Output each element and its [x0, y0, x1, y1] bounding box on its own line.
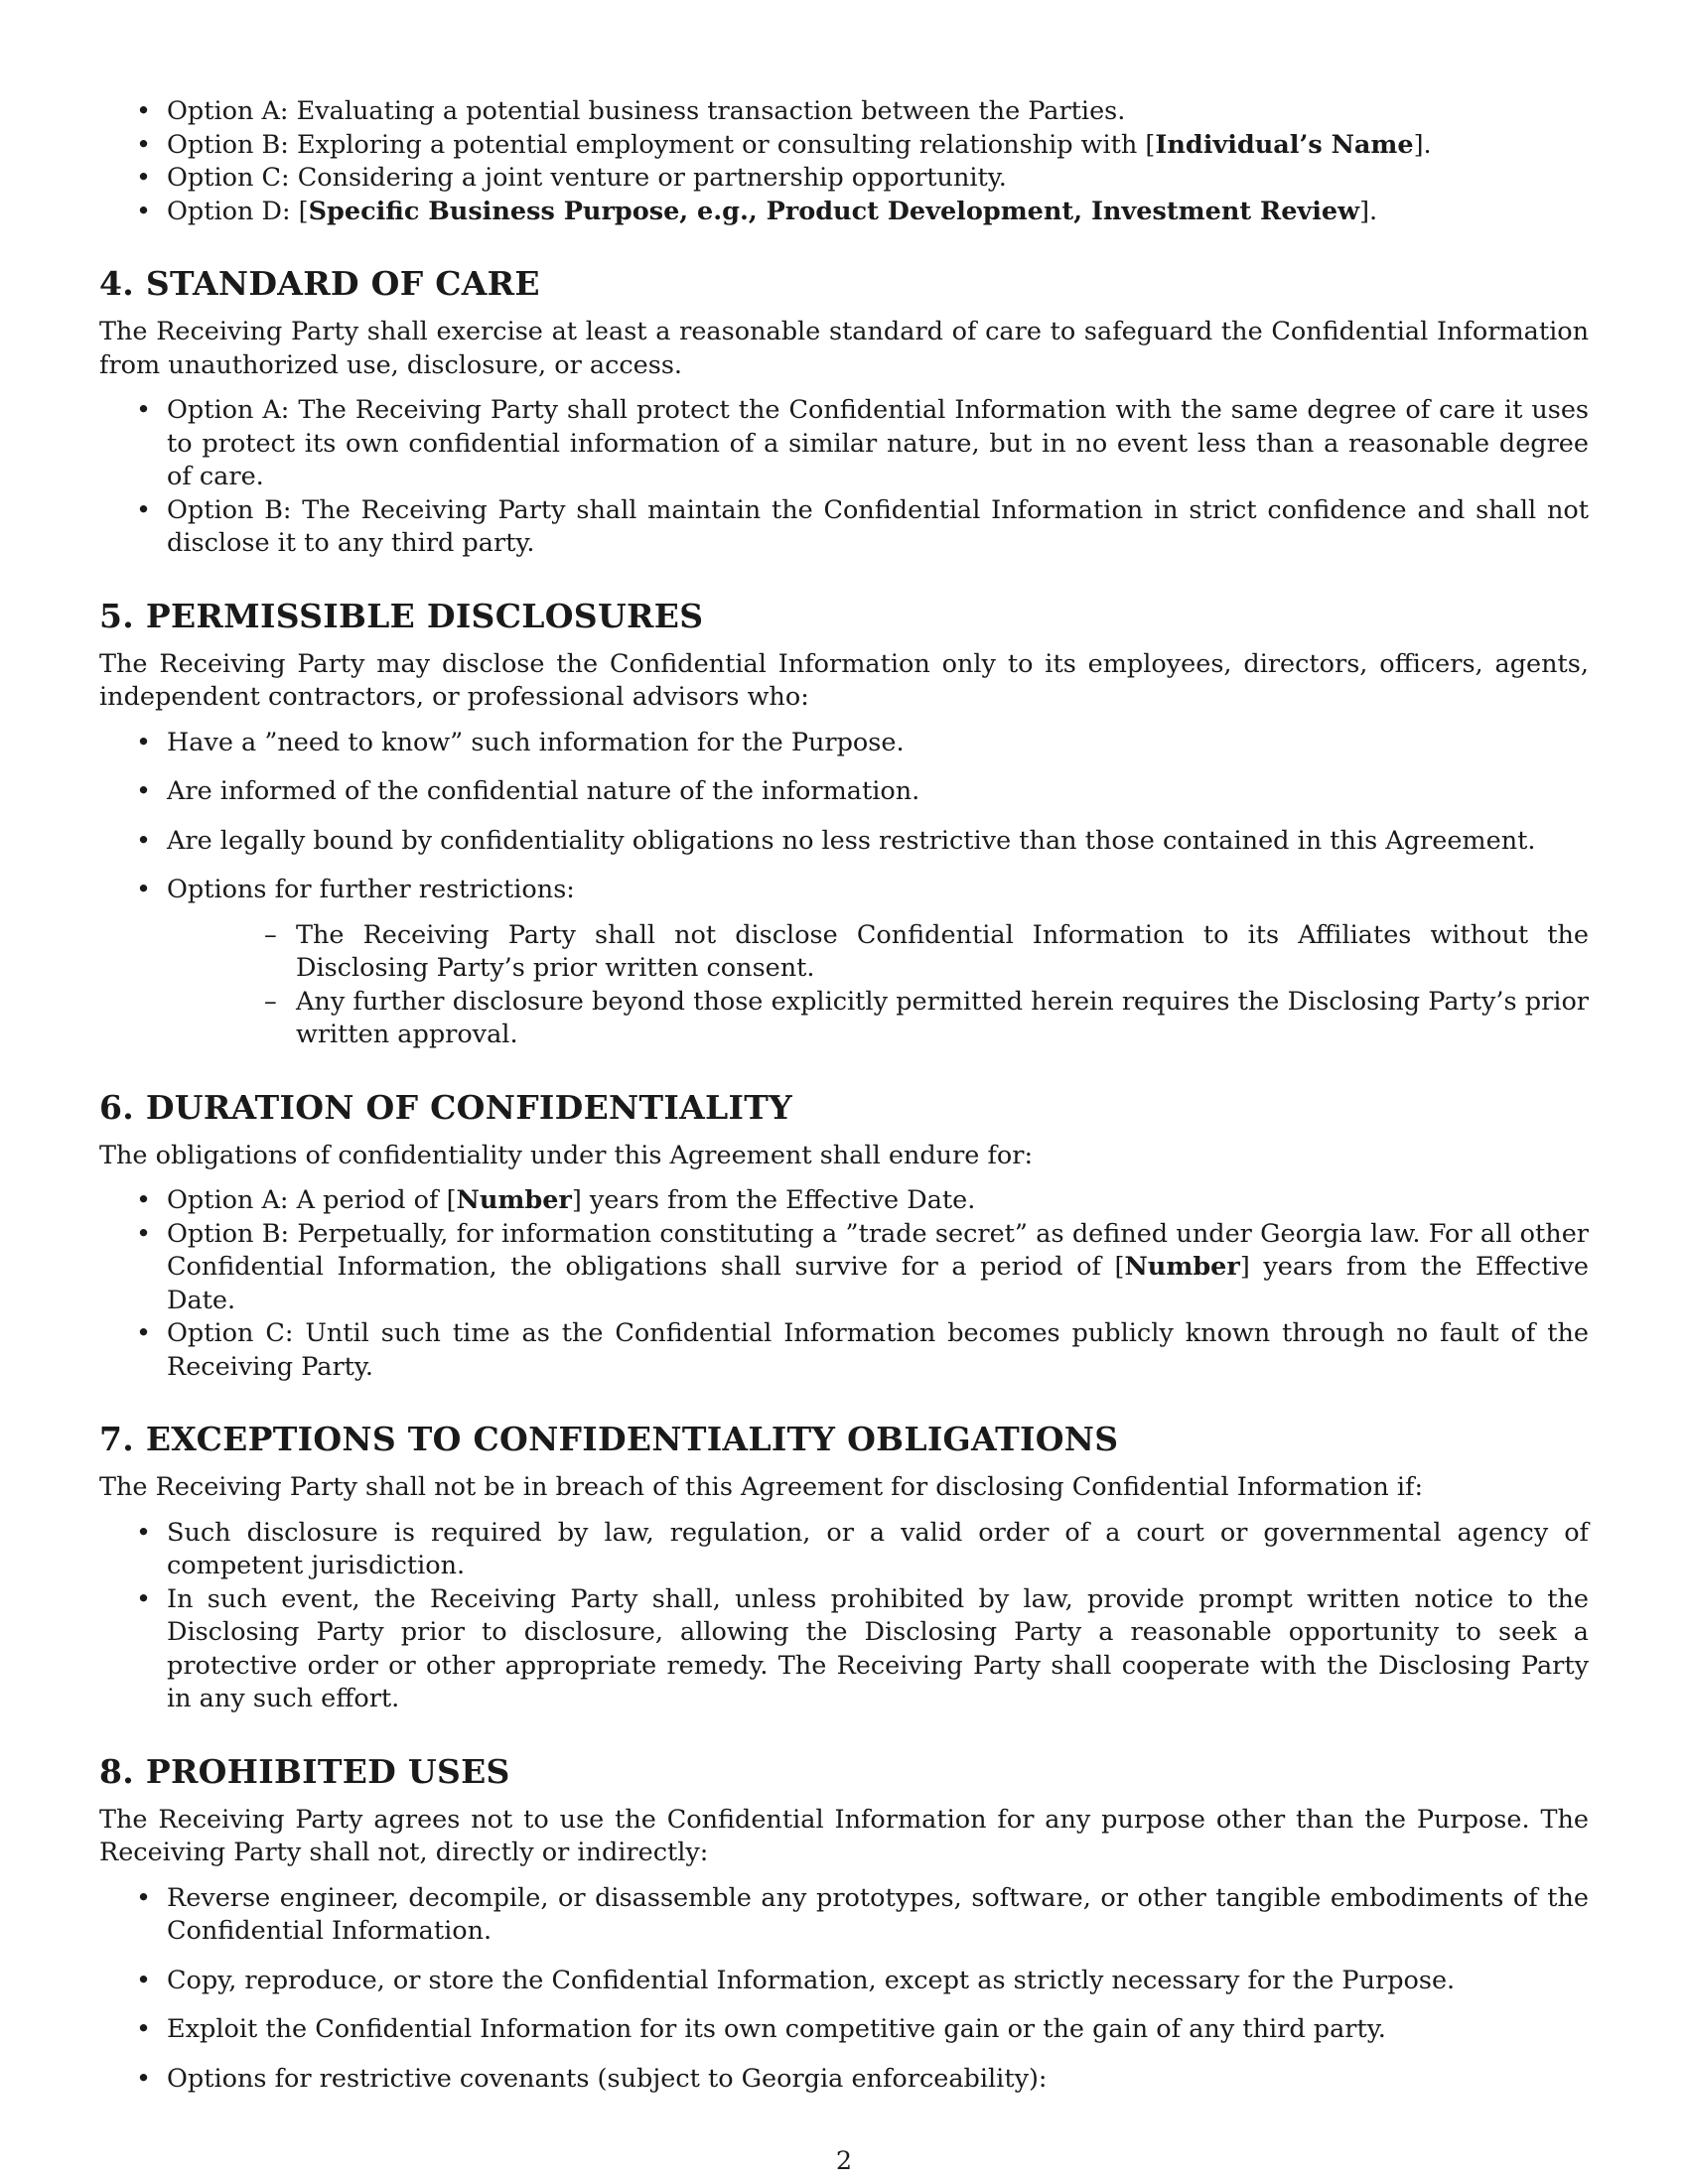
section-intro: The Receiving Party may disclose the Confidential Information only to its employees, directors, officers, agents, independent contractors, or professional advisors who:: [99, 648, 1589, 712]
section-prohibited-uses: [99, 1752, 1589, 2097]
list-item: • Exploit the Confidential Information for its own competitive gain or the gain of any third party.: [99, 2013, 1589, 2047]
list-item: • Are informed of the confidential nature of the information.: [99, 775, 1589, 809]
list-item: • Option B: Exploring a potential employment or consulting relationship with [Individual’s Name].: [99, 129, 1589, 163]
purpose-options-list: [99, 95, 1589, 228]
section-intro: The Receiving Party agrees not to use the Confidential Information for any purpose other than the Purpose. The Receiving Party shall not, directly or indirectly:: [99, 1804, 1589, 1867]
list-item: • Option A: The Receiving Party shall protect the Confidential Information with the same degree of care it uses to protect its own confidential information of a similar nature, but in no event less than a reasonable degree of care.: [99, 394, 1589, 494]
section-heading: 6. DURATION OF CONFIDENTIALITY: [99, 1087, 792, 1127]
exceptions-list: [99, 1517, 1589, 1716]
page-number: 2: [835, 2146, 853, 2176]
list-item: • Reverse engineer, decompile, or disassemble any prototypes, software, or other tangible embodiments of the Confidential Information.: [99, 1882, 1589, 1949]
list-item: • Options for further restrictions: – The Receiving Party shall not disclose Confidential Information to its Affiliates without the Disclosing Party’s prior written consent. – Any further disclosure beyond those explicitly permitted herein requires the Disclosing Party’s prior written approval.: [99, 874, 1589, 1052]
list-item: • Have a ”need to know” such information for the Purpose.: [99, 727, 1589, 760]
sub-list-item: – The Receiving Party shall not disclose Confidential Information to its Affiliates without the Disclosing Party’s prior written consent.: [167, 919, 1589, 986]
further-restrictions-list: [167, 919, 1589, 1052]
list-item: • Option D: [Specific Business Purpose, e.g., Product Development, Investment Review].: [99, 196, 1589, 229]
section-permissible-disclosures: [99, 597, 1589, 1052]
section-standard-of-care: [99, 264, 1589, 561]
duration-options: [99, 1184, 1589, 1384]
section-heading: 8. PROHIBITED USES: [99, 1751, 510, 1791]
list-item: • Such disclosure is required by law, regulation, or a valid order of a court or governmental agency of competent jurisdiction.: [99, 1517, 1589, 1583]
section-heading: 7. EXCEPTIONS TO CONFIDENTIALITY OBLIGATIONS: [99, 1420, 1119, 1458]
section-intro: The Receiving Party shall not be in breach of this Agreement for disclosing Confidential Information if:: [99, 1472, 1424, 1502]
list-item: • Are legally bound by confidentiality obligations no less restrictive than those contained in this Agreement.: [99, 825, 1589, 859]
sub-list-item: – Any further disclosure beyond those explicitly permitted herein requires the Disclosing Party’s prior written approval.: [167, 986, 1589, 1052]
permissible-disclosures-list: [99, 727, 1589, 1052]
list-item: • Copy, reproduce, or store the Confidential Information, except as strictly necessary for the Purpose.: [99, 1965, 1589, 1998]
section-heading: 4. STANDARD OF CARE: [99, 264, 540, 303]
section-exceptions: [99, 1420, 1589, 1716]
list-item: • Option B: Perpetually, for information constituting a ”trade secret” as defined under Georgia law. For all other Confidential Information, the obligations shall survive for a period of [Number] years from the Effective Date.: [99, 1218, 1589, 1318]
list-item: • Option C: Until such time as the Confidential Information becomes publicly known through no fault of the Receiving Party.: [99, 1317, 1589, 1384]
section-intro: The Receiving Party shall exercise at least a reasonable standard of care to safeguard the Confidential Information from unauthorized use, disclosure, or access.: [99, 317, 1589, 380]
list-item: • Options for restrictive covenants (subject to Georgia enforceability):: [99, 2063, 1589, 2097]
list-item: • In such event, the Receiving Party shall, unless prohibited by law, provide prompt written notice to the Disclosing Party prior to disclosure, allowing the Disclosing Party a reasonable opportunity to seek a protective order or other appropriate remedy. The Receiving Party shall cooperate with the Disclosing Party in any such effort.: [99, 1583, 1589, 1716]
section-heading: 5. PERMISSIBLE DISCLOSURES: [99, 596, 704, 635]
document-page: [99, 95, 1589, 2096]
list-item: • Option A: Evaluating a potential business transaction between the Parties.: [99, 95, 1589, 129]
section-intro: The obligations of confidentiality under this Agreement shall endure for:: [99, 1140, 1034, 1170]
section-duration: [99, 1088, 1589, 1385]
list-item: • Option B: The Receiving Party shall maintain the Confidential Information in strict confidence and shall not disclose it to any third party.: [99, 494, 1589, 561]
standard-of-care-options: [99, 394, 1589, 561]
prohibited-uses-list: [99, 1882, 1589, 2097]
list-item: • Option C: Considering a joint venture or partnership opportunity.: [99, 162, 1589, 196]
list-item: • Option A: A period of [Number] years from the Effective Date.: [99, 1184, 1589, 1218]
